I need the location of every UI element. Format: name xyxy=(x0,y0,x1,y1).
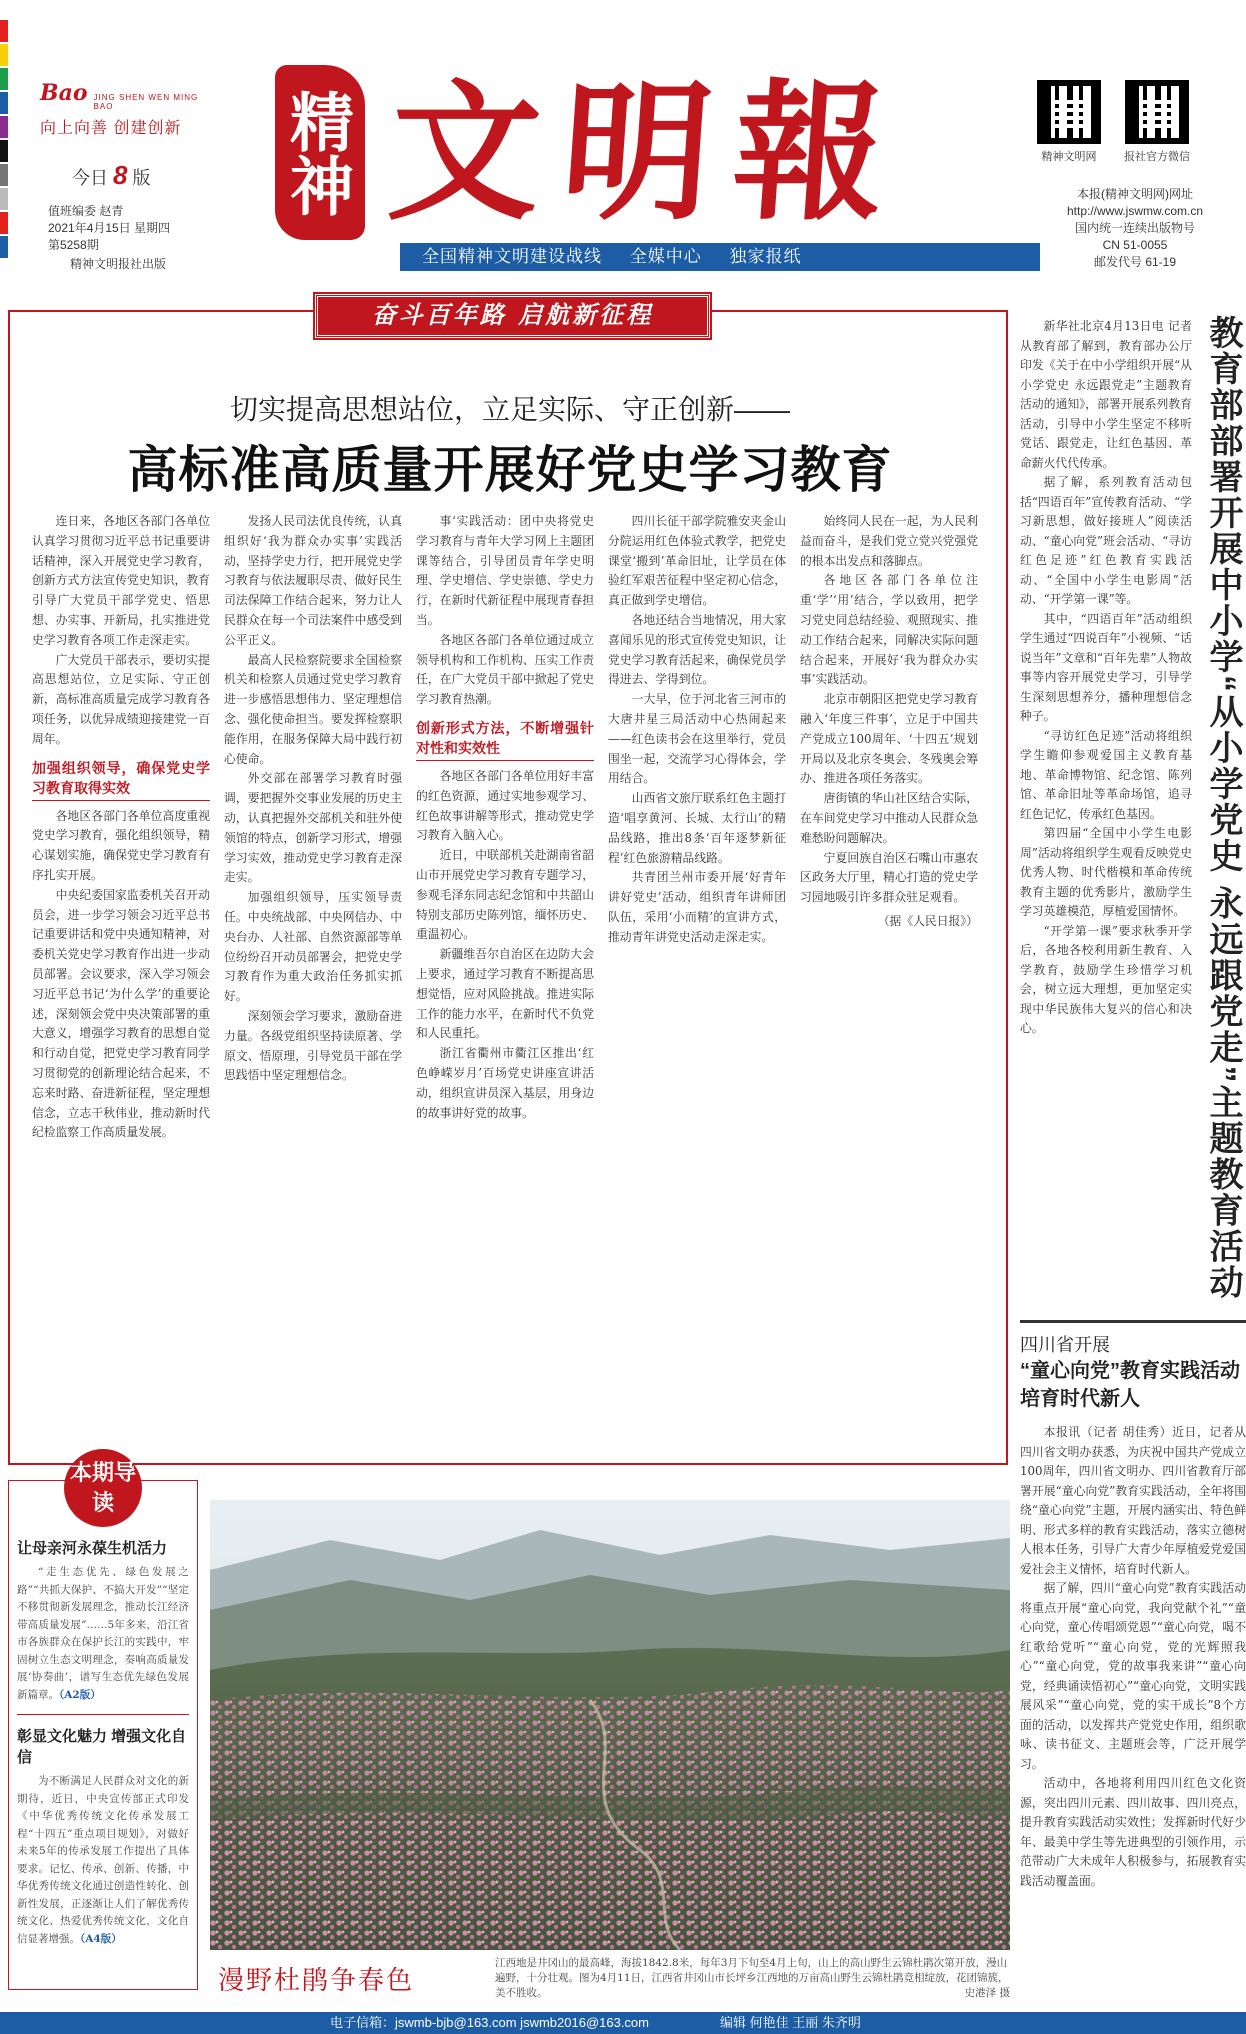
guide-badge: 本期导读 xyxy=(64,1449,142,1527)
issue-guide xyxy=(8,1460,198,1990)
article-column-3 xyxy=(416,512,594,1457)
footer-email[interactable]: 电子信箱：jswmb-bjb@163.com jswmb2016@163.com xyxy=(330,2015,649,2030)
site-info-line: 本报(精神文明网)网址 xyxy=(1077,187,1193,201)
page-ref[interactable]: （A4版） xyxy=(80,1932,122,1945)
right-story-title: 教育部部署开展中小学“从小学党史 永远跟党走”主题教育活动 xyxy=(1204,315,1242,1301)
article-source: （据《人民日报》） xyxy=(877,913,978,928)
masthead-slogan: 向上向善 创建创新 xyxy=(40,120,182,137)
subheading: 加强组织领导，确保党史学习教育取得实效 xyxy=(32,758,210,801)
page-footer xyxy=(0,2012,1246,2034)
paragraph: 新疆维吾尔自治区在边防大会上要求，通过学习教育不断提高思想觉悟，应对风险挑战。推进实际工作的能力水平，在新时代不负党和人民重托。 xyxy=(416,947,594,1041)
paragraph: 广大党员干部表示，要切实提高思想站位，立足实际、守正创新，高标准高质量完成学习教育各项任务，以优异成绩迎接建党一百周年。 xyxy=(32,652,210,746)
paragraph: 浙江省衢州市衢江区推出‘红色峥嵘岁月’百场党史讲座宣讲活动，组织宣讲员深入基层，用身边的故事讲好党的故事。 xyxy=(416,1046,594,1120)
paragraph: 四川长征干部学院雅安夹金山分院运用红色体验式教学，把党史课堂‘搬到’革命旧址，让学员在体验红军艰苦征程中坚定初心信念，真正做到学史增信。 xyxy=(608,514,786,608)
footer-editors: 编辑 何艳佳 王丽 朱齐明 xyxy=(720,2015,861,2030)
masthead-pinyin: JING SHEN WEN MING BAO xyxy=(93,93,199,111)
paragraph: 事‘实践活动：团中央将党史学习教育与青年大学习网上主题团课等结合，引导团员青年学史明理、学史增信、学史崇德、学史力行，在新时代新征程中展现青春担当。 xyxy=(416,514,594,627)
paragraph: 唐街镇的华山社区结合实际，在车间党史学习中推动人民群众急难愁盼问题解决。 xyxy=(800,791,978,845)
paragraph: 本报讯（记者 胡佳秀）近日，记者从四川省文明办获悉，为庆祝中国共产党成立100周年，四川省文明办、四川省教育厅部署开展“童心向党”教育实践活动，全年将围绕“童心向党”主题，开展内涵实出、特色鲜明、形式多样的教育实践活动，落实立德树人根本任务，引导广大青少年厚植爱党爱国爱社会主义情怀，培育时代新人。 xyxy=(1020,1425,1246,1576)
paragraph: 各地区各部门各单位高度重视党史学习教育，强化组织领导，精心谋划实施，确保党史学习教育有序扎实开展。 xyxy=(32,808,210,882)
paragraph: 外交部在部署学习教育时强调，要把握外交事业发展的历史主动，认真把握外交部机关和驻外使领馆的特点，创新学习形式，增强学习实效，推动党史学习教育走深走实。 xyxy=(224,771,402,885)
right-story-education xyxy=(1020,315,1246,1310)
qr-wechat[interactable] xyxy=(1123,80,1191,164)
site-url[interactable]: http://www.jswmw.com.cn xyxy=(1066,204,1204,218)
guide-item-summary: “走生态优先、绿色发展之路”“共抓大保护、不搞大开发”“坚定不移贯彻新发展理念，推动长江经济带高质量发展”……5年多来，沿江省市各族群众在保护长江的实践中，牢固树立生态文明理念，奏响高质量发展‘协奏曲’，谱写生态优先绿色发展新篇章。 xyxy=(17,1566,189,1701)
paragraph: 加强组织领导，压实领导责任。中央统战部、中央网信办、中央台办、人社部、自然资源部等单位纷纷召开动员部署会，把党史学习教育作为重大政治任务抓实抓好。 xyxy=(224,890,402,1004)
today-suffix: 版 xyxy=(132,168,151,188)
paragraph: 一大早，位于河北省三河市的大唐井星三局活动中心热闹起来——红色读书会在这里举行，党员围坐一起，交流学习心得体会，学用结合。 xyxy=(608,692,786,786)
paragraph: 据了解，四川“童心向党”教育实践活动将重点开展“童心向党，我向党献个礼”“童心向党，童心传唱颂党恩”“童心向党，喝不红歌给党听”“童心向党，党的光辉照我心”“童心向党，党的故事我来讲”“童心向党，经典诵读悟初心”“童心向党，文明实践展风采”“童心向党，党的实干成长”8个方面的活动，以发挥共产党党史作用，组织歌咏、读书征文、主题班会等，广泛开展学习。 xyxy=(1020,1581,1246,1771)
paragraph: 宁夏回族自治区石嘴山市惠农区政务大厅里，精心打造的党史学习园地吸引许多群众驻足观看。 xyxy=(800,850,978,905)
paragraph: 第四届“全国中小学生电影周”活动将组织学生观看反映党史优秀人物、时代楷模和革命传统教育主题的优秀影片，激励学生学习英雄模范，厚植爱国情怀。 xyxy=(1020,826,1192,918)
photo-caption-text: 江西地是井冈山的最高峰，海拔1842.8米，每年3月下旬至4月上旬，山上的高山野生云锦杜鹃次第开放，漫山遍野，十分壮观。图为4月11日，江西省井冈山市长坪乡江西地的万亩高山野生云锦杜鹃竞相绽放，花团锦簇，美不胜收。 xyxy=(495,1957,1009,1999)
issue-number: 第5258期 xyxy=(48,238,99,252)
story-body xyxy=(1020,1423,1246,1891)
story-headline: “童心向党”教育实践活动培育时代新人 xyxy=(1020,1360,1240,1410)
paragraph: 各地区各部门各单位用好丰富的红色资源，通过实地参观学习、红色故事讲解等形式，推动党史学习教育入脑入心。 xyxy=(416,768,594,843)
page-ref[interactable]: （A2版） xyxy=(59,1688,101,1701)
azalea-mountain-photo xyxy=(210,1500,1010,1950)
issue-meta xyxy=(40,203,215,254)
guide-item-text xyxy=(17,1564,189,1704)
right-story-sichuan xyxy=(1020,1320,1246,2010)
article-column-1 xyxy=(32,512,210,1457)
paragraph: 山西省文旅厅联系红色主题打造‘唱享黄河、长城、太行山’的精品线路，推出8条‘百年逐梦新征程’红色旅游精品线路。 xyxy=(608,791,786,865)
paragraph: 新华社北京4月13日电 记者从教育部了解到，教育部办公厅印发《关于在中小学组织开展“从小学党史 永远跟党走”主题教育活动的通知》，部署开展系列教育活动，引导中小学生坚定不移听党话、跟党走，让红色基因、革命薪火代代传承。 xyxy=(1020,319,1192,470)
banner-item: 全媒中心 xyxy=(629,247,702,266)
article-columns xyxy=(32,512,987,1457)
paragraph: 中央纪委国家监委机关召开动员会，进一步学习领会习近平总书记重要讲话和党中央通知精神，对委机关党史学习教育作出进一步动员部署。会议要求，深入学习领会习近平总书记‘为什么学’的重要论述，深刻领会党中央决策部署的重大意义，增强学习教育的思想自觉和行动自觉，把党史学习教育同学习贯彻党的创新理论结合起来，不忘来时路、奋进新征程，坚定理想信念，立志干秋伟业，推动新时代纪检监察工作高质量发展。 xyxy=(32,887,210,1140)
qr-code-icon xyxy=(1125,80,1189,144)
photo-caption xyxy=(495,1956,1010,2001)
duty-editor: 值班编委 赵青 xyxy=(48,204,124,218)
paragraph: 其中，“四语百年”活动组织学生通过“四说百年”小视频、“话说当年”文章和“百年先辈”人物故事等内容开展党史学习，引导学生深刻思想养分，播种理想信念种子。 xyxy=(1020,611,1192,723)
feature-article xyxy=(8,300,1008,1465)
divider xyxy=(1020,1320,1246,1323)
article-kicker: 切实提高思想站位，立足实际、守正创新—— xyxy=(229,394,790,425)
guide-item-summary: 为不断满足人民群众对文化的新期待，近日，中央宣传部正式印发《中华优秀传统文化传承发展工程“十四五”重点项目规划》，对做好未来5年的传承发展工作提出了具体要求。记忆、传承、创新、传播，中华优秀传统文化通过创造性转化、创新性发展，正逐渐让人们了解优秀传统文化、热爱优秀传统文化，文化自信显著增强。 xyxy=(17,1775,189,1945)
article-column-4 xyxy=(608,512,786,1457)
site-info-line: 国内统一连续出版物号 xyxy=(1074,221,1195,235)
paragraph: “寻访红色足迹”活动将组织学生瞻仰参观爱国主义教育基地、革命博物馆、纪念馆、陈列馆、革命旧址等革命场馆，追寻红色记忆，传承红色基因。 xyxy=(1020,728,1192,821)
masthead-title xyxy=(275,55,1010,255)
article-column-5 xyxy=(800,512,978,1457)
banner-item: 全国精神文明建设战线 xyxy=(422,247,602,266)
banner-item: 独家报纸 xyxy=(729,247,802,266)
site-info-line: CN 51-0055 xyxy=(1102,238,1168,252)
photo-title: 漫野杜鹃争春色 xyxy=(218,1965,415,1995)
masthead-left xyxy=(40,80,215,254)
issue-date: 2021年4月15日 星期四 xyxy=(48,221,171,235)
masthead-seal: 精神 xyxy=(275,65,365,240)
paragraph: 发扬人民司法优良传统，认真组织好‘我为群众办实事’实践活动，坚持学史力行，把开展党史学习教育与依法履职尽责、做好民生司法保障工作结合起来，努力让人民群众在每一个司法案件中感受到公平正义。 xyxy=(224,514,402,647)
qr-label: 精神文明网 xyxy=(1041,151,1097,163)
publisher: 精神文明报社出版 xyxy=(70,257,167,271)
paragraph: “开学第一课”要求秋季开学后，各地各校利用新生教育、入学教育，鼓励学生珍惜学习机会，树立远大理想，更加坚定实现中华民族伟大复兴的信心和决心。 xyxy=(1020,923,1192,1035)
paragraph: 近日，中联部机关赴湖南省韶山市开展党史学习教育专题学习，参观毛泽东同志纪念馆和中共韶山特别支部历史陈列馆，缅怀历史、重温初心。 xyxy=(416,848,594,942)
photo-feature xyxy=(210,1500,1010,2000)
guide-item-title[interactable]: 让母亲河永葆生机活力 xyxy=(17,1540,168,1557)
today-page-count: 8 xyxy=(113,160,128,190)
guide-item-text xyxy=(17,1773,189,1948)
masthead xyxy=(0,0,1246,285)
guide-item-title[interactable]: 彰显文化魅力 增强文化自信 xyxy=(17,1728,187,1766)
photo-credit: 史港泽 摄 xyxy=(964,1987,1010,1999)
subheading: 创新形式方法，不断增强针对性和实效性 xyxy=(416,718,594,761)
section-banner-tag: 奋斗百年路 启航新征程 xyxy=(315,294,710,338)
story-kicker: 四川省开展 xyxy=(1020,1335,1110,1355)
today-prefix: 今日 xyxy=(72,168,108,188)
paragraph: 各地还结合当地情况，用大家喜闻乐见的形式宣传党史知识，让党史学习教育活起来，确保党员学得进去、学得到位。 xyxy=(608,612,786,687)
divider xyxy=(17,1714,189,1715)
newspaper-logo: Bao xyxy=(40,80,88,106)
qr-code-icon xyxy=(1037,80,1101,144)
masthead-right xyxy=(1035,80,1235,271)
masthead-banner xyxy=(400,243,1040,271)
paragraph: 各地区各部门各单位通过成立领导机构和工作机构、压实工作责任，在广大党员干部中掀起了党史学习教育热潮。 xyxy=(416,632,594,707)
right-story-body xyxy=(1020,317,1192,1307)
masthead-calligraphy: 文明報 xyxy=(383,65,913,241)
paragraph: 始终同人民在一起，为人民利益而奋斗，是我们党立党兴党强党的根本出发点和落脚点。 xyxy=(800,514,978,568)
site-info xyxy=(1035,186,1235,271)
paragraph: 各地区各部门各单位注重‘学’‘用’结合，学以致用，把学习党史同总结经验、观照现实、推动工作结合起来，同解决实际问题结合起来，开展好‘我为群众办实事’实践活动。 xyxy=(800,573,978,687)
paragraph: 活动中，各地将利用四川红色文化资源，突出四川元素、四川故事、四川亮点，提升教育实践活动实效性；发挥新时代好少年、最美中学生等先进典型的引领作用，示范带动广大未成年人积极参与，拓展教育实践活动覆盖面。 xyxy=(1020,1776,1246,1888)
paragraph: 共青团兰州市委开展‘好青年讲好党史’活动，组织青年讲师团队伍，采用‘小而精’的宣讲方式，推动青年讲党史活动走深走实。 xyxy=(608,870,786,944)
article-column-2 xyxy=(224,512,402,1457)
article-headline: 高标准高质量开展好党史学习教育 xyxy=(127,442,893,498)
paragraph: 据了解，系列教育活动包括“四语百年”宣传教育活动、“学习新思想，做好接班人”阅读活动、“童心向党”班会活动、“寻访红色足迹”红色教育实践活动、“全国中小学生电影周”活动、“开学第一课”等。 xyxy=(1020,475,1192,606)
today-pages xyxy=(40,160,215,191)
site-info-line: 邮发代号 61-19 xyxy=(1093,255,1177,269)
paragraph: 连日来，各地区各部门各单位认真学习贯彻习近平总书记重要讲话精神，深入开展党史学习教育，创新方式方法宣传党史知识，教育引导广大党员干部学党史、悟思想、办实事、开新局，扎实推进党史学习教育各项工作走深走实。 xyxy=(32,514,210,647)
qr-label: 报社官方微信 xyxy=(1124,151,1190,163)
qr-website[interactable] xyxy=(1035,80,1103,164)
paragraph: 最高人民检察院要求全国检察机关和检察人员通过党史学习教育进一步感悟思想伟力、坚定理想信念、强化使命担当。要发挥检察职能作用，在服务保障大局中践行初心使命。 xyxy=(224,652,402,766)
paragraph: 深刻领会学习要求，激励奋进力量。各级党组织坚持读原著、学原文、悟原理，引导党员干部在学思践悟中坚定理想信念。 xyxy=(224,1008,402,1083)
paragraph: 北京市朝阳区把党史学习教育融入‘年度三件事’，立足于中国共产党成立100周年、‘十四五’规划开局以及北京冬奥会、冬残奥会筹办、推进各项任务落实。 xyxy=(800,692,978,786)
